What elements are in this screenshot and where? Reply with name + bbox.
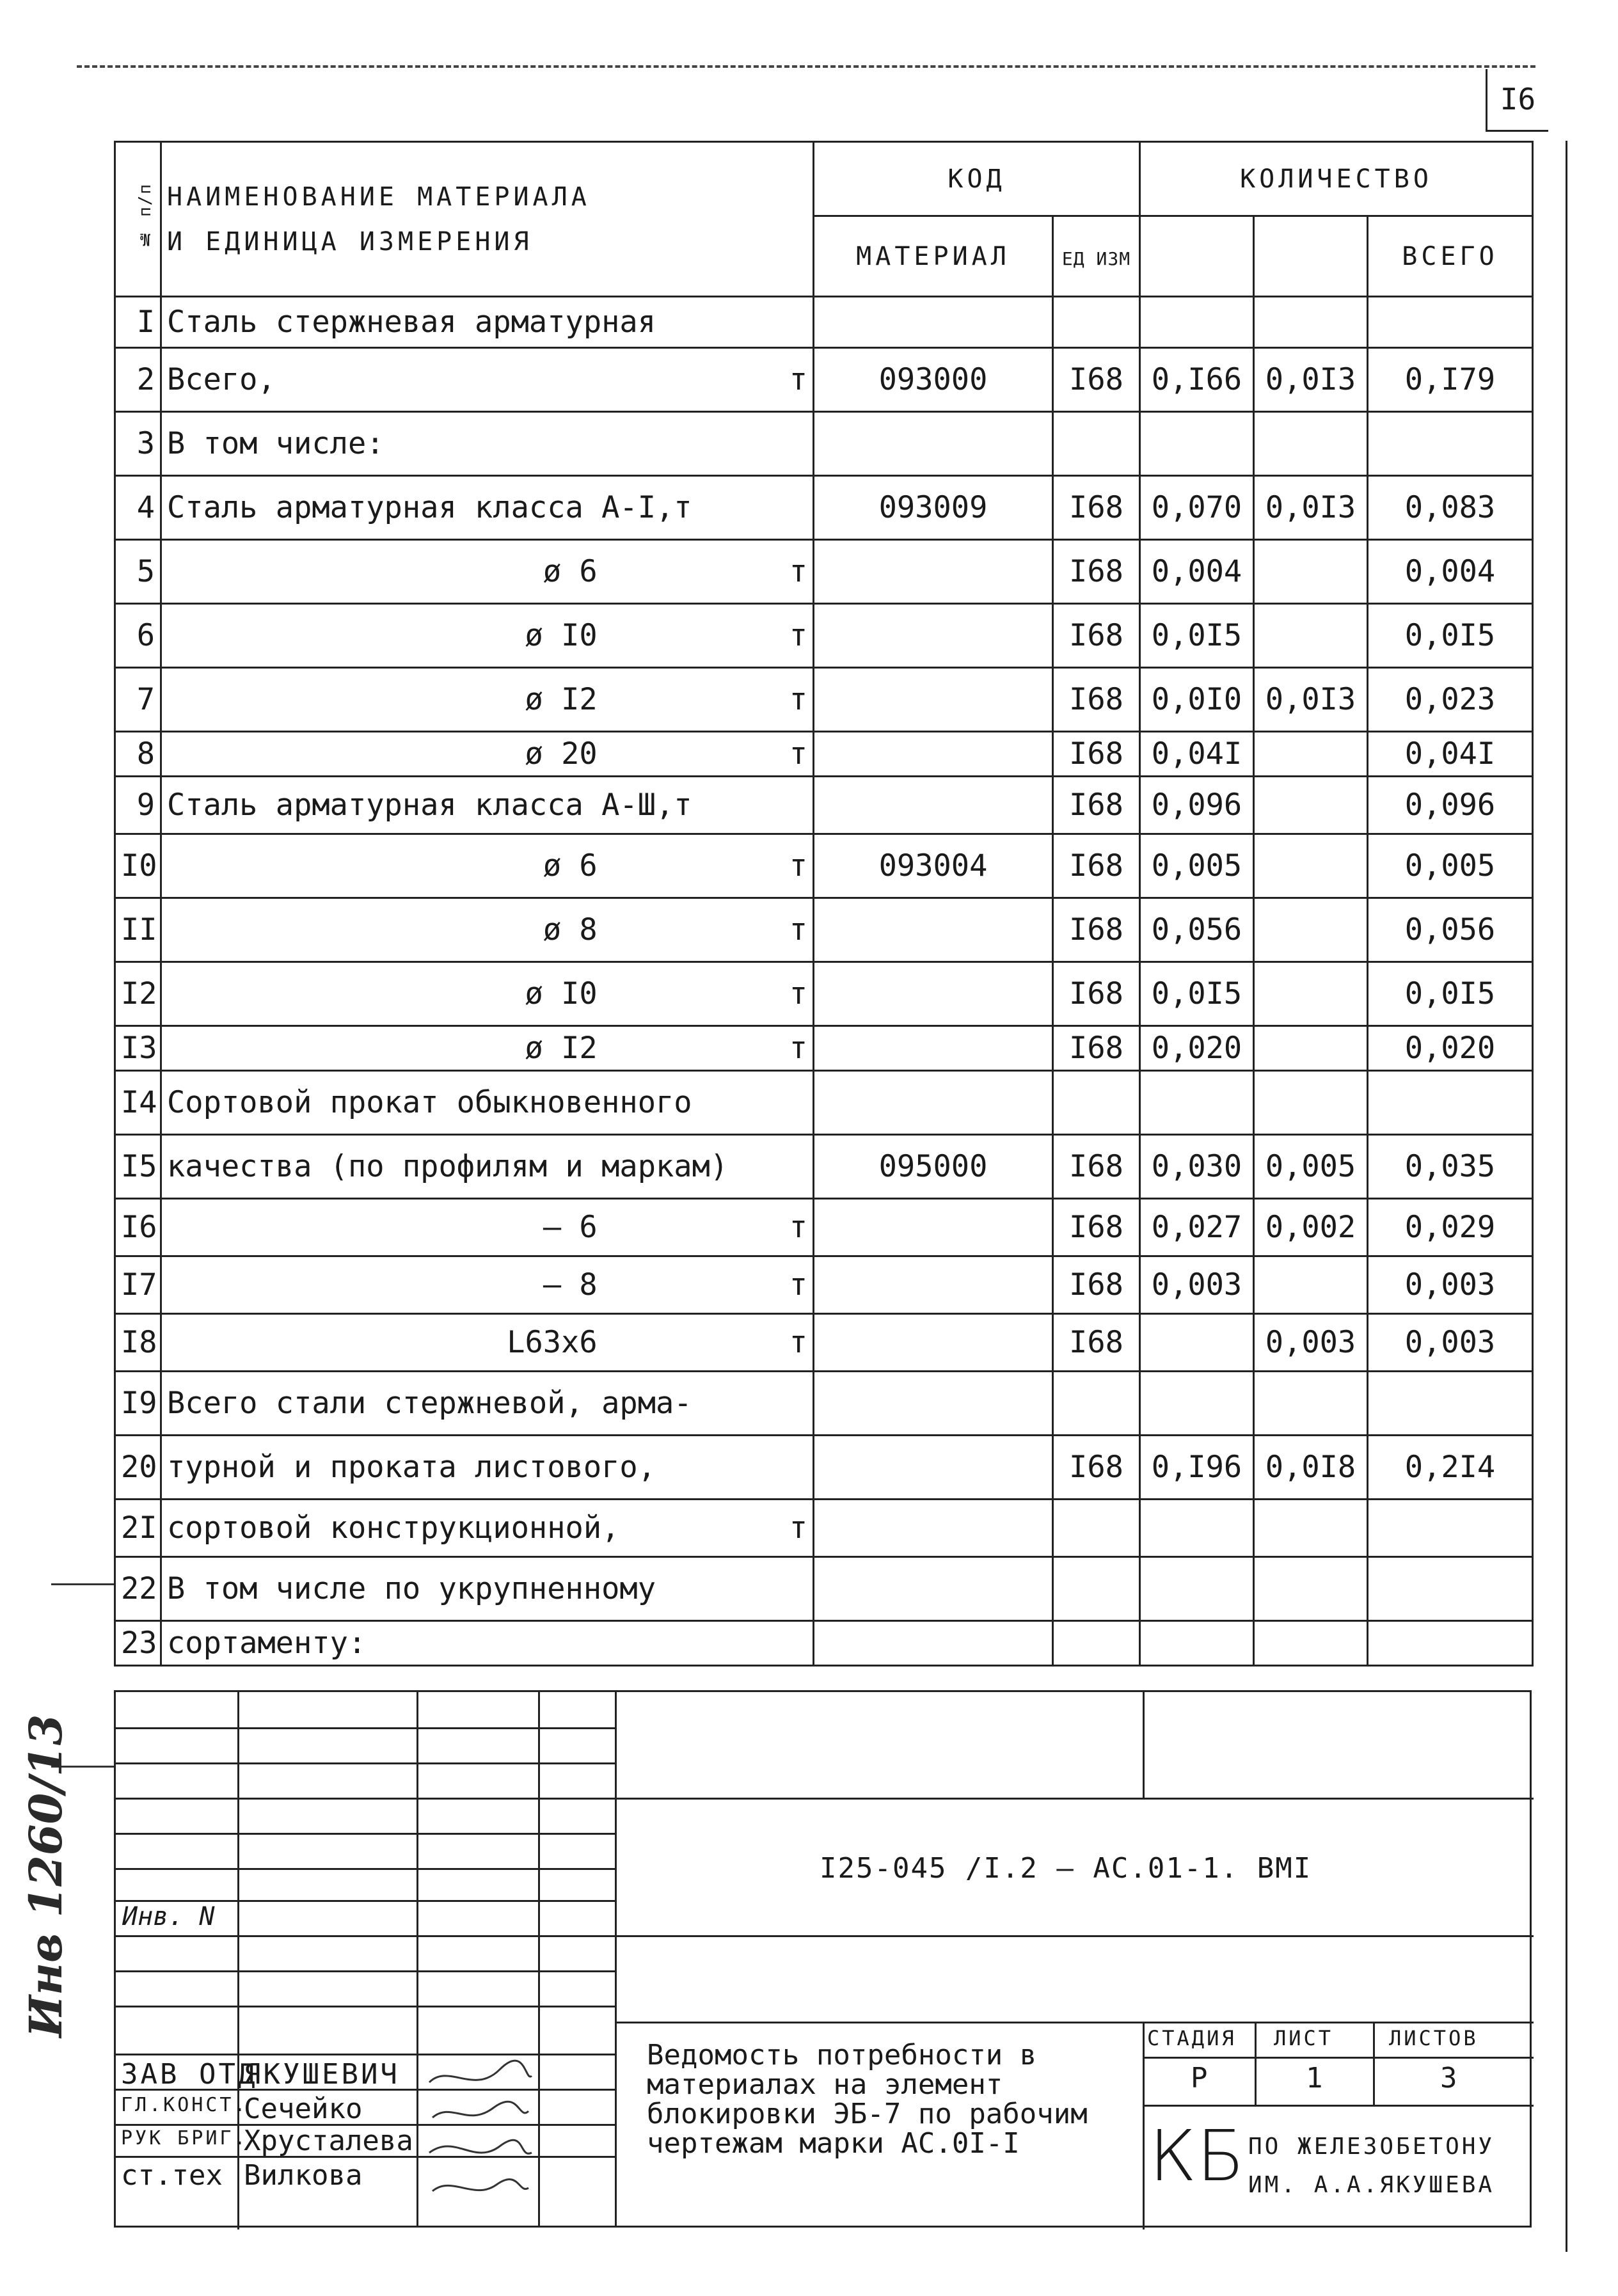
row-number: I2	[115, 962, 161, 1026]
material-unit-text: т	[789, 1210, 807, 1245]
unit-code	[1053, 1621, 1140, 1666]
material-name	[161, 962, 814, 1026]
quantity-total: 0,005	[1368, 834, 1533, 898]
table-row	[115, 1557, 1533, 1621]
material-code	[814, 412, 1053, 476]
material-code: 095000	[814, 1135, 1053, 1199]
material-unit-text: т	[789, 1267, 807, 1302]
material-name	[161, 732, 814, 777]
material-name	[161, 476, 814, 540]
table-row	[115, 777, 1533, 834]
material-name	[161, 1557, 814, 1621]
quantity-2	[1254, 412, 1368, 476]
quantity-1: 0,070	[1140, 476, 1254, 540]
quantity-2	[1254, 1621, 1368, 1666]
material-unit-text: т	[789, 682, 807, 717]
material-unit-text: т	[789, 976, 807, 1011]
material-code	[814, 604, 1053, 668]
table-row	[115, 297, 1533, 348]
quantity-2: 0,002	[1254, 1199, 1368, 1256]
unit-code: I68	[1053, 1436, 1140, 1500]
material-unit-text: т	[789, 1325, 807, 1360]
table-row	[115, 1436, 1533, 1500]
side-archive-stamp: Инв 1260/13	[19, 1714, 72, 2038]
material-name-text: ø I2	[525, 1031, 598, 1066]
signer-name: Вилкова	[244, 2159, 363, 2192]
sheets-label: ЛИСТОВ	[1389, 2026, 1479, 2050]
row-number: I3	[115, 1026, 161, 1071]
table-row	[115, 668, 1533, 732]
material-name	[161, 1314, 814, 1372]
material-code	[814, 540, 1053, 604]
quantity-total: 0,I79	[1368, 348, 1533, 412]
quantity-1: 0,056	[1140, 898, 1254, 962]
material-unit-text: т	[789, 912, 807, 947]
table-row	[115, 1621, 1533, 1666]
signer-role: РУК БРИГ.	[121, 2127, 248, 2150]
header-quantity: КОЛИЧЕСТВО	[1140, 142, 1533, 216]
org-name: ПО ЖЕЛЕЗОБЕТОНУ	[1248, 2134, 1495, 2160]
table-row	[115, 834, 1533, 898]
material-name	[161, 1256, 814, 1314]
table-row	[115, 1026, 1533, 1071]
unit-code	[1053, 1557, 1140, 1621]
material-code	[814, 1071, 1053, 1135]
material-code	[814, 898, 1053, 962]
quantity-2	[1254, 1557, 1368, 1621]
material-unit-text: т	[789, 848, 807, 883]
quantity-total: 0,04I	[1368, 732, 1533, 777]
quantity-total	[1368, 1071, 1533, 1135]
quantity-2	[1254, 1071, 1368, 1135]
quantity-total	[1368, 1557, 1533, 1621]
right-frame-line	[1566, 141, 1567, 2252]
unit-code	[1053, 297, 1140, 348]
unit-code: I68	[1053, 1026, 1140, 1071]
quantity-total	[1368, 1621, 1533, 1666]
header-code-unit: ЕД ИЗМ	[1053, 216, 1140, 297]
table-row	[115, 348, 1533, 412]
signer-role: ст.тех	[121, 2159, 223, 2192]
quantity-total: 0,004	[1368, 540, 1533, 604]
material-code	[814, 1557, 1053, 1621]
quantity-total: 0,020	[1368, 1026, 1533, 1071]
material-name-text: сортаменту:	[167, 1626, 367, 1661]
row-number: I9	[115, 1372, 161, 1436]
material-name	[161, 668, 814, 732]
material-name-text: В том числе по укрупненному	[167, 1571, 656, 1606]
material-name-text: ø I0	[525, 618, 598, 653]
stage-label: СТАДИЯ	[1147, 2026, 1237, 2050]
quantity-2	[1254, 1256, 1368, 1314]
unit-code: I68	[1053, 604, 1140, 668]
material-name	[161, 1135, 814, 1199]
material-unit-text: т	[789, 1031, 807, 1066]
quantity-2	[1254, 834, 1368, 898]
quantity-1	[1140, 1372, 1254, 1436]
quantity-2	[1254, 297, 1368, 348]
stage-value: Р	[1191, 2062, 1208, 2094]
row-number: I	[115, 297, 161, 348]
row-number: 2I	[115, 1500, 161, 1557]
unit-code: I68	[1053, 732, 1140, 777]
material-name	[161, 1621, 814, 1666]
quantity-2: 0,0I3	[1254, 668, 1368, 732]
material-name	[161, 1372, 814, 1436]
quantity-total: 0,003	[1368, 1314, 1533, 1372]
row-number: I8	[115, 1314, 161, 1372]
table-row	[115, 732, 1533, 777]
unit-code: I68	[1053, 834, 1140, 898]
quantity-total	[1368, 297, 1533, 348]
header-qty-total: ВСЕГО	[1368, 216, 1533, 297]
header-name: НАИМЕНОВАНИЕ МАТЕРИАЛА И ЕДИНИЦА ИЗМЕРЕНИЯ	[161, 142, 814, 297]
unit-code: I68	[1053, 1314, 1140, 1372]
quantity-2: 0,0I8	[1254, 1436, 1368, 1500]
quantity-2	[1254, 540, 1368, 604]
material-name	[161, 604, 814, 668]
org-logo: КБ	[1149, 2115, 1245, 2197]
material-name	[161, 1500, 814, 1557]
row-number: II	[115, 898, 161, 962]
material-name	[161, 348, 814, 412]
quantity-2: 0,0I3	[1254, 476, 1368, 540]
quantity-1	[1140, 1621, 1254, 1666]
row-number: 20	[115, 1436, 161, 1500]
material-name-text: – 6	[543, 1210, 598, 1245]
material-code	[814, 777, 1053, 834]
material-unit-text: т	[789, 362, 807, 397]
sheet-value: 1	[1306, 2062, 1323, 2094]
quantity-total: 0,2I4	[1368, 1436, 1533, 1500]
quantity-total	[1368, 1500, 1533, 1557]
material-unit-text: т	[789, 618, 807, 653]
header-qty-1	[1140, 216, 1254, 297]
header-code-material: МАТЕРИАЛ	[814, 216, 1053, 297]
quantity-2: 0,0I3	[1254, 348, 1368, 412]
table-row	[115, 962, 1533, 1026]
unit-code: I68	[1053, 540, 1140, 604]
signer-name: ЯКУШЕВИЧ	[244, 2058, 400, 2091]
material-name	[161, 540, 814, 604]
unit-code: I68	[1053, 1135, 1140, 1199]
unit-code	[1053, 1372, 1140, 1436]
sheet-label: ЛИСТ	[1274, 2026, 1334, 2050]
table-row	[115, 1314, 1533, 1372]
material-name-text: Сталь арматурная класса А-Ш,т	[167, 788, 692, 823]
signer-role: ЗАВ ОТД	[121, 2058, 258, 2091]
quantity-1: 0,003	[1140, 1256, 1254, 1314]
table-row	[115, 1135, 1533, 1199]
material-code	[814, 668, 1053, 732]
quantity-total: 0,0I5	[1368, 604, 1533, 668]
quantity-2: 0,005	[1254, 1135, 1368, 1199]
material-code	[814, 1026, 1053, 1071]
row-number: 5	[115, 540, 161, 604]
table-row	[115, 898, 1533, 962]
material-code	[814, 1256, 1053, 1314]
material-name-text: – 8	[543, 1267, 598, 1302]
material-name-text: Сталь стержневая арматурная	[167, 305, 656, 340]
row-number: I5	[115, 1135, 161, 1199]
quantity-2	[1254, 962, 1368, 1026]
table-row	[115, 1199, 1533, 1256]
material-name-text: Сталь арматурная класса А-I,т	[167, 490, 692, 525]
material-code: 093000	[814, 348, 1053, 412]
title-block	[114, 1690, 1532, 2228]
table-row	[115, 540, 1533, 604]
quantity-2	[1254, 898, 1368, 962]
quantity-1	[1140, 1071, 1254, 1135]
material-name	[161, 1071, 814, 1135]
row-number: I6	[115, 1199, 161, 1256]
quantity-total	[1368, 412, 1533, 476]
material-name-text: В том числе:	[167, 426, 385, 461]
quantity-1	[1140, 297, 1254, 348]
quantity-total: 0,029	[1368, 1199, 1533, 1256]
quantity-2	[1254, 1500, 1368, 1557]
quantity-1: 0,004	[1140, 540, 1254, 604]
material-name-text: Сортовой прокат обыкновенного	[167, 1085, 692, 1120]
quantity-1: 0,04I	[1140, 732, 1254, 777]
quantity-1	[1140, 1557, 1254, 1621]
top-border-line	[77, 65, 1535, 68]
row-number: 22	[115, 1557, 161, 1621]
material-code	[814, 1372, 1053, 1436]
material-name	[161, 1436, 814, 1500]
material-code	[814, 1621, 1053, 1666]
signer-name: Сечейко	[244, 2093, 363, 2125]
row-number: 9	[115, 777, 161, 834]
quantity-1: 0,020	[1140, 1026, 1254, 1071]
row-number: 4	[115, 476, 161, 540]
table-body	[115, 297, 1533, 1666]
sheets-value: 3	[1440, 2062, 1457, 2094]
quantity-total: 0,096	[1368, 777, 1533, 834]
material-code	[814, 962, 1053, 1026]
quantity-2	[1254, 1026, 1368, 1071]
material-code	[814, 297, 1053, 348]
quantity-total: 0,035	[1368, 1135, 1533, 1199]
page-number: I6	[1486, 69, 1548, 132]
material-name-text: ø I2	[525, 682, 598, 717]
row-number: 2	[115, 348, 161, 412]
signer-role: ГЛ.КОНСТ.	[121, 2094, 248, 2116]
material-unit-text: т	[789, 1510, 807, 1546]
material-name-text: сортовой конструкционной,	[167, 1510, 620, 1546]
quantity-total: 0,083	[1368, 476, 1533, 540]
table-row	[115, 604, 1533, 668]
unit-code	[1053, 1500, 1140, 1557]
quantity-1	[1140, 1314, 1254, 1372]
unit-code	[1053, 1071, 1140, 1135]
row-number: 6	[115, 604, 161, 668]
material-code	[814, 732, 1053, 777]
quantity-1	[1140, 1500, 1254, 1557]
quantity-1: 0,030	[1140, 1135, 1254, 1199]
unit-code: I68	[1053, 1199, 1140, 1256]
frame-tick	[51, 1583, 115, 1585]
table-row	[115, 476, 1533, 540]
row-number: 8	[115, 732, 161, 777]
unit-code: I68	[1053, 668, 1140, 732]
material-name-text: турной и проката листового,	[167, 1450, 656, 1485]
material-name-text: L63x6	[507, 1325, 598, 1360]
quantity-1: 0,0I0	[1140, 668, 1254, 732]
material-name	[161, 297, 814, 348]
quantity-2	[1254, 604, 1368, 668]
quantity-1: 0,027	[1140, 1199, 1254, 1256]
unit-code: I68	[1053, 348, 1140, 412]
quantity-total: 0,003	[1368, 1256, 1533, 1314]
header-no: № п/п	[115, 142, 161, 297]
material-code	[814, 1314, 1053, 1372]
material-code	[814, 1199, 1053, 1256]
unit-code: I68	[1053, 476, 1140, 540]
quantity-1: 0,005	[1140, 834, 1254, 898]
material-code: 093004	[814, 834, 1053, 898]
material-name	[161, 834, 814, 898]
table-header-row	[115, 142, 1533, 216]
quantity-1: 0,096	[1140, 777, 1254, 834]
quantity-2	[1254, 1372, 1368, 1436]
material-name-text: ø 8	[543, 912, 598, 947]
header-code: КОД	[814, 142, 1140, 216]
material-name	[161, 777, 814, 834]
quantity-total	[1368, 1372, 1533, 1436]
quantity-total: 0,056	[1368, 898, 1533, 962]
material-name	[161, 412, 814, 476]
material-name	[161, 1026, 814, 1071]
quantity-1: 0,0I5	[1140, 604, 1254, 668]
material-code	[814, 1500, 1053, 1557]
unit-code	[1053, 412, 1140, 476]
table-row	[115, 1372, 1533, 1436]
unit-code: I68	[1053, 898, 1140, 962]
row-number: I4	[115, 1071, 161, 1135]
inventory-label: Инв. N	[122, 1902, 215, 1931]
material-unit-text: т	[789, 554, 807, 589]
unit-code: I68	[1053, 1256, 1140, 1314]
row-number: 7	[115, 668, 161, 732]
quantity-2	[1254, 777, 1368, 834]
materials-table	[114, 141, 1534, 1667]
material-name-text: ø 20	[525, 736, 598, 772]
table-row	[115, 1500, 1533, 1557]
material-code	[814, 1436, 1053, 1500]
quantity-total: 0,023	[1368, 668, 1533, 732]
material-code: 093009	[814, 476, 1053, 540]
quantity-1: 0,0I5	[1140, 962, 1254, 1026]
material-name-text: ø 6	[543, 554, 598, 589]
row-number: I0	[115, 834, 161, 898]
signatures	[423, 2057, 538, 2223]
table-row	[115, 412, 1533, 476]
material-name-text: качества (по профилям и маркам)	[167, 1149, 729, 1184]
quantity-1: 0,I66	[1140, 348, 1254, 412]
row-number: 23	[115, 1621, 161, 1666]
unit-code: I68	[1053, 777, 1140, 834]
material-unit-text: т	[789, 736, 807, 772]
quantity-1: 0,I96	[1140, 1436, 1254, 1500]
document-code: I25-045 /I.2 – АС.01-1. ВМI	[820, 1852, 1312, 1885]
table-row	[115, 1071, 1533, 1135]
quantity-1	[1140, 412, 1254, 476]
quantity-2	[1254, 732, 1368, 777]
material-name-text: ø I0	[525, 976, 598, 1011]
org-name: ИМ. А.А.ЯКУШЕВА	[1248, 2172, 1495, 2198]
row-number: I7	[115, 1256, 161, 1314]
header-qty-2	[1254, 216, 1368, 297]
table-row	[115, 1256, 1533, 1314]
material-name-text: Всего,	[167, 362, 276, 397]
quantity-2: 0,003	[1254, 1314, 1368, 1372]
quantity-total: 0,0I5	[1368, 962, 1533, 1026]
material-name-text: Всего стали стержневой, арма-	[167, 1386, 692, 1421]
material-name	[161, 1199, 814, 1256]
material-name-text: ø 6	[543, 848, 598, 883]
material-name	[161, 898, 814, 962]
signer-name: Хрусталева	[244, 2125, 413, 2157]
document-description: Ведомость потребности в материалах на элемент блокировки ЭБ-7 по рабочим чертежам марки АС.0I-I	[647, 2039, 1088, 2160]
unit-code: I68	[1053, 962, 1140, 1026]
row-number: 3	[115, 412, 161, 476]
